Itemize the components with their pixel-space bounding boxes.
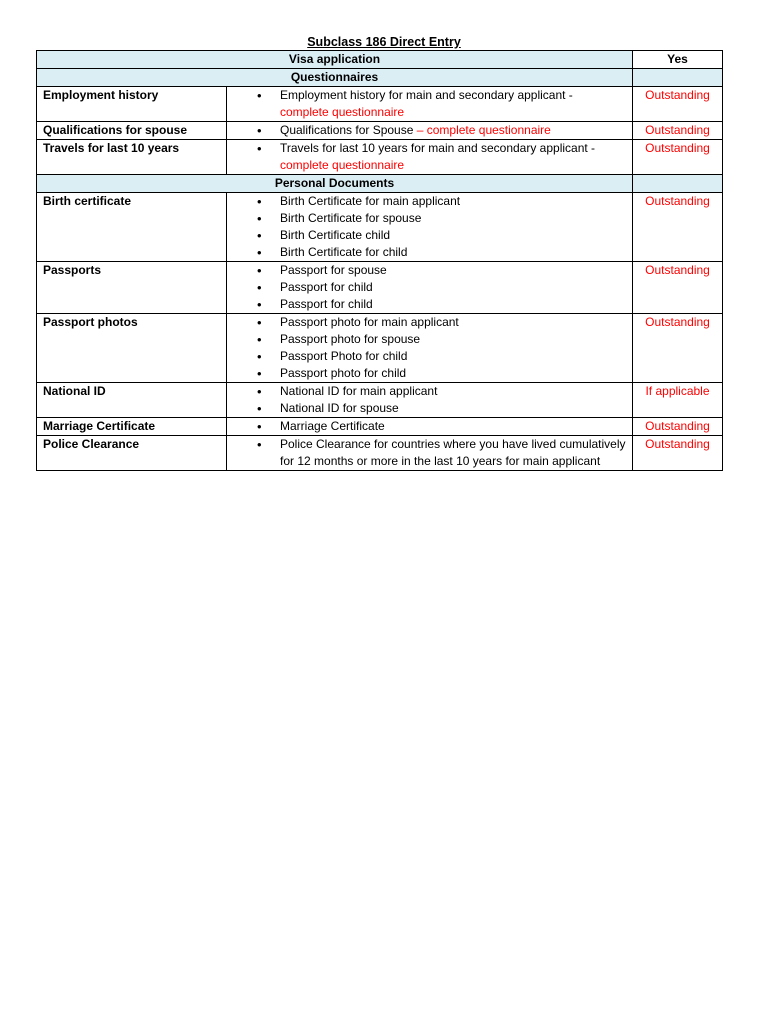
section-heading-personal-documents: Personal Documents [37,175,633,193]
bullet-text: Police Clearance for countries where you have lived cumulatively for 12 months or more in the last 10 years for main applicant [280,437,626,468]
questionnaire-note: complete questionnaire [280,158,405,172]
row-item-label: Police Clearance [37,436,227,471]
bullet-text: Birth Certificate for child [280,245,408,259]
row-description [227,262,633,314]
bullet-item [233,140,626,174]
bullet-item [233,296,626,313]
bullet-text: Travels for last 10 years for main and secondary applicant - [280,141,596,155]
visa-application-header: Visa application [37,51,633,69]
row-description [227,193,633,262]
status-badge: Outstanding [633,87,723,122]
status-badge: Outstanding [633,193,723,262]
bullet-item [233,314,626,331]
bullet-item [233,436,626,470]
questionnaire-note: – complete questionnaire [413,123,551,137]
bullet-text: Passport Photo for child [280,349,408,363]
table-row [37,122,723,140]
bullet-item [233,279,626,296]
table-row [37,193,723,262]
row-description [227,436,633,471]
bullet-list [233,418,626,435]
bullet-text: Birth Certificate for spouse [280,211,422,225]
bullet-text: Passport photo for spouse [280,332,421,346]
row-item-label: Travels for last 10 years [37,140,227,175]
status-badge: Outstanding [633,122,723,140]
section-status-cell [633,175,723,193]
table-body [37,51,723,471]
status-badge: Outstanding [633,314,723,383]
row-item-label: National ID [37,383,227,418]
table-row [37,436,723,471]
bullet-item [233,210,626,227]
status-badge: Outstanding [633,436,723,471]
status-badge: If applicable [633,383,723,418]
table-row [37,140,723,175]
row-description [227,418,633,436]
bullet-text: Passport for child [280,297,373,311]
row-description [227,87,633,122]
table-row [37,314,723,383]
table-row [37,262,723,314]
row-item-label: Passport photos [37,314,227,383]
bullet-item [233,348,626,365]
bullet-item [233,331,626,348]
yes-column-header: Yes [633,51,723,69]
bullet-item [233,262,626,279]
bullet-item [233,400,626,417]
bullet-text: Qualifications for Spouse [280,123,414,137]
bullet-text: Birth Certificate for main applicant [280,194,461,208]
bullet-text: Marriage Certificate [280,419,385,433]
bullet-item [233,365,626,382]
bullet-text: Passport for spouse [280,263,387,277]
bullet-text: Passport for child [280,280,373,294]
document-title: Subclass 186 Direct Entry [307,35,461,49]
bullet-text: National ID for main applicant [280,384,438,398]
row-description [227,140,633,175]
bullet-text: Employment history for main and secondary applicant - [280,88,573,102]
header-row [37,51,723,69]
row-description [227,383,633,418]
bullet-item [233,122,626,139]
row-item-label: Birth certificate [37,193,227,262]
bullet-item [233,87,626,121]
status-badge: Outstanding [633,262,723,314]
questionnaire-note: complete questionnaire [280,105,405,119]
row-item-label: Employment history [37,87,227,122]
section-status-cell [633,69,723,87]
row-description [227,122,633,140]
table-row [37,418,723,436]
bullet-list [233,87,626,121]
status-badge: Outstanding [633,418,723,436]
row-item-label: Passports [37,262,227,314]
table-row [37,87,723,122]
section-row-personal-documents [37,175,723,193]
bullet-item [233,383,626,400]
row-item-label: Qualifications for spouse [37,122,227,140]
bullet-list [233,436,626,470]
section-heading-questionnaires: Questionnaires [37,69,633,87]
section-row-questionnaires [37,69,723,87]
bullet-text: National ID for spouse [280,401,399,415]
bullet-list [233,383,626,417]
bullet-list [233,140,626,174]
table-row [37,383,723,418]
document-checklist-table [36,50,723,471]
bullet-text: Passport photo for child [280,366,407,380]
bullet-list [233,262,626,313]
bullet-text: Birth Certificate child [280,228,391,242]
bullet-list [233,193,626,261]
row-description [227,314,633,383]
bullet-text: Passport photo for main applicant [280,315,459,329]
status-badge: Outstanding [633,140,723,175]
bullet-item [233,193,626,210]
bullet-item [233,244,626,261]
bullet-item [233,418,626,435]
bullet-item [233,227,626,244]
bullet-list [233,314,626,382]
bullet-list [233,122,626,139]
row-item-label: Marriage Certificate [37,418,227,436]
